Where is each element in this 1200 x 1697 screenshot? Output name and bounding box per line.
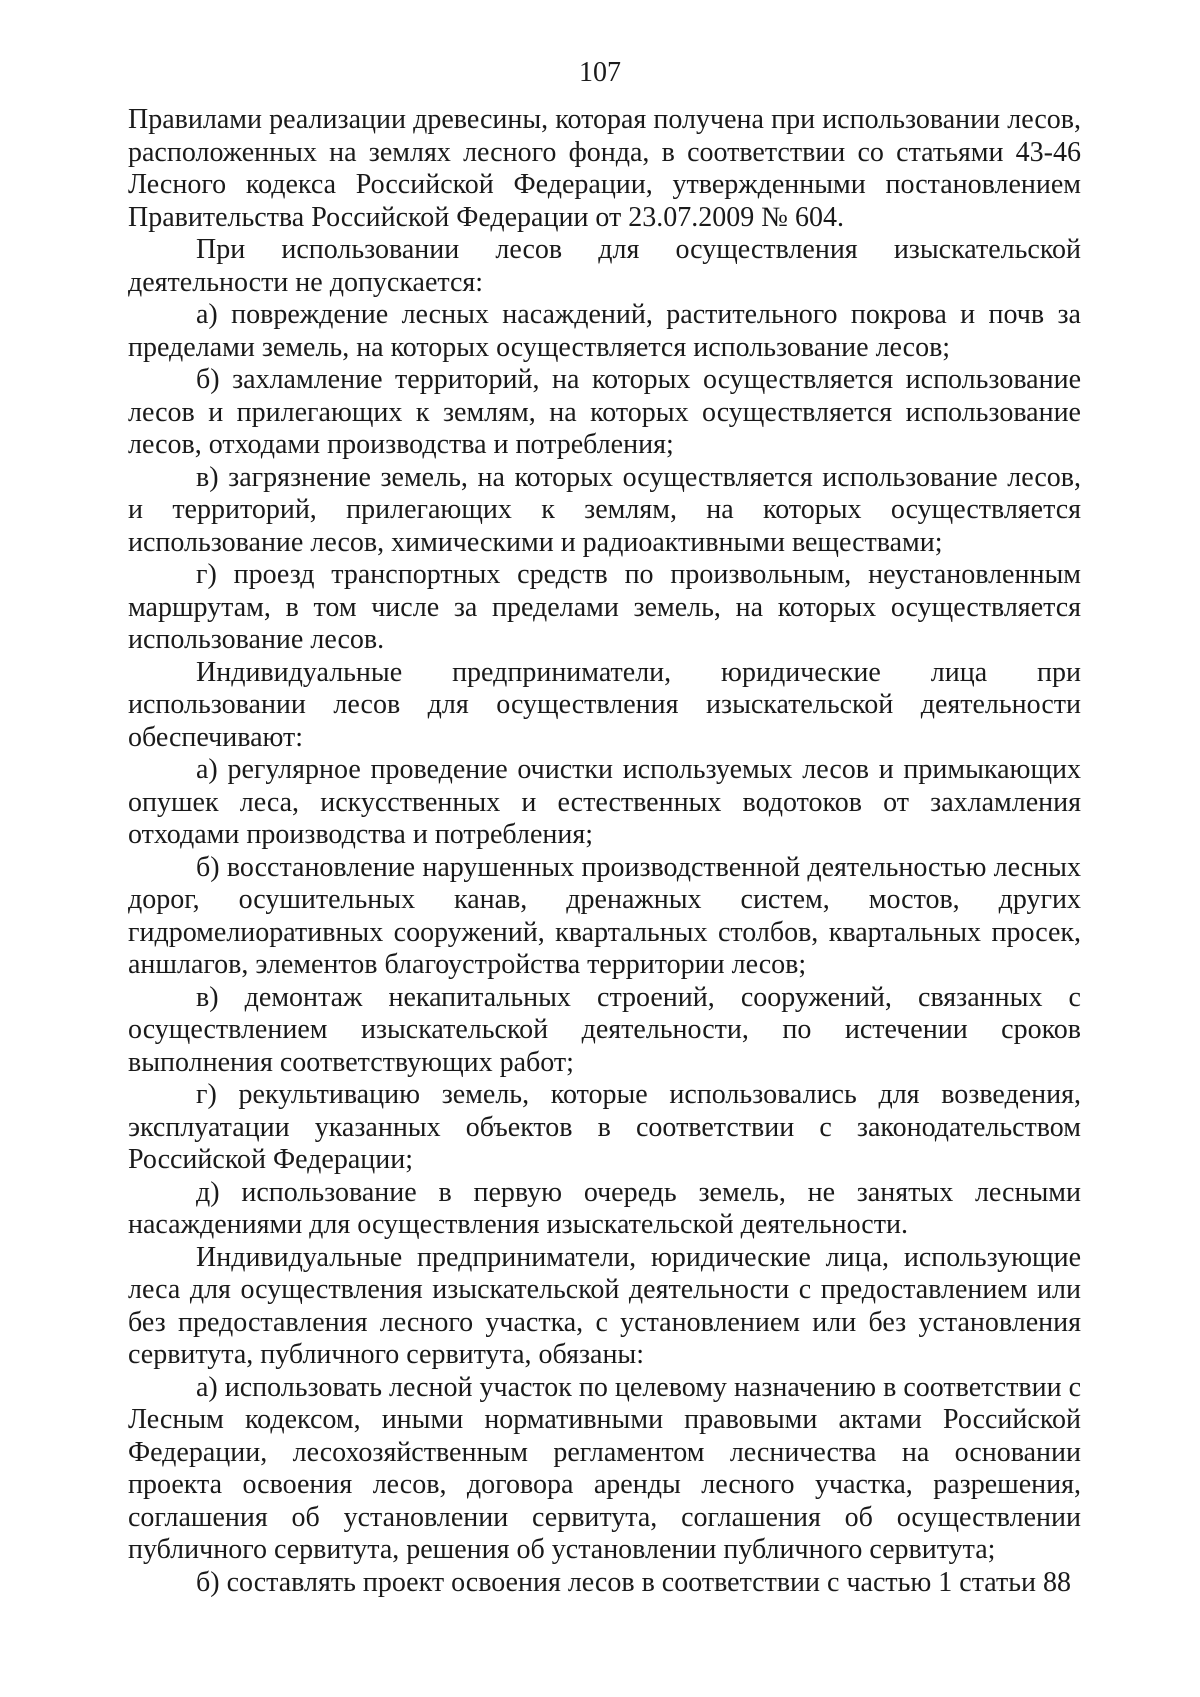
- list-item-prohibition-a: а) повреждение лесных насаждений, растительного покрова и почв за пределами земель, на которых осуществляется использование лесов;: [128, 299, 1081, 363]
- list-item-prohibition-v: в) загрязнение земель, на которых осуществляется использование лесов, и территорий, прилегающих к землям, на которых осуществляется использование лесов, химическими и радиоактивными веществами;: [128, 461, 1081, 558]
- list-item-duty-b: б) составлять проект освоения лесов в соответствии с частью 1 статьи 88: [196, 1566, 1071, 1598]
- document-body: [128, 104, 1081, 1599]
- paragraph-prohibitions-intro: При использовании лесов для осуществления изыскательской деятельности не допускается:: [128, 234, 1081, 298]
- page-number: 107: [579, 57, 621, 88]
- paragraph-obligations-intro: Индивидуальные предприниматели, юридические лица при использовании лесов для осуществления изыскательской деятельности обеспечивают:: [128, 656, 1081, 753]
- list-item-duty-a: а) использовать лесной участок по целевому назначению в соответствии с Лесным кодексом, иными нормативными правовыми актами Российской Федерации, лесохозяйственным регламентом лесничества на основании проекта освоения лесов, договора аренды лесного участка, разрешения, соглашения об установлении сервитута, соглашения об осуществлении публичного сервитута, решения об установлении публичного сервитута;: [128, 1371, 1081, 1565]
- paragraph-continuation: Правилами реализации древесины, которая получена при использовании лесов, расположенных на землях лесного фонда, в соответствии со статьями 43-46 Лесного кодекса Российской Федерации, утвержденными постановлением Правительства Российской Федерации от 23.07.2009 № 604.: [128, 104, 1081, 233]
- list-item-obligation-a: а) регулярное проведение очистки используемых лесов и примыкающих опушек леса, искусственных и естественных водотоков от захламления отходами производства и потребления;: [128, 754, 1081, 850]
- list-item-prohibition-g: г) проезд транспортных средств по произвольным, неустановленным маршрутам, в том числе за пределами земель, на которых осуществляется использование лесов.: [128, 559, 1081, 655]
- list-item-obligation-g: г) рекультивацию земель, которые использовались для возведения, эксплуатации указанных объектов в соответствии с законодательством Российской Федерации;: [128, 1079, 1081, 1175]
- list-item-obligation-v: в) демонтаж некапитальных строений, сооружений, связанных с осуществлением изыскательской деятельности, по истечении сроков выполнения соответствующих работ;: [128, 981, 1081, 1078]
- list-item-prohibition-b: б) захламление территорий, на которых осуществляется использование лесов и прилегающих к землям, на которых осуществляется использование лесов, отходами производства и потребления;: [128, 364, 1081, 460]
- paragraph-duties-intro: Индивидуальные предприниматели, юридические лица, использующие леса для осуществления изыскательской деятельности с предоставлением или без предоставления лесного участка, с установлением или без установления сервитута, публичного сервитута, обязаны:: [128, 1241, 1081, 1370]
- list-item-obligation-b: б) восстановление нарушенных производственной деятельностью лесных дорог, осушительных канав, дренажных систем, мостов, других гидромелиоративных сооружений, квартальных столбов, квартальных просек, аншлагов, элементов благоустройства территории лесов;: [128, 851, 1081, 980]
- list-item-obligation-d: д) использование в первую очередь земель, не занятых лесными насаждениями для осуществления изыскательской деятельности.: [128, 1176, 1081, 1240]
